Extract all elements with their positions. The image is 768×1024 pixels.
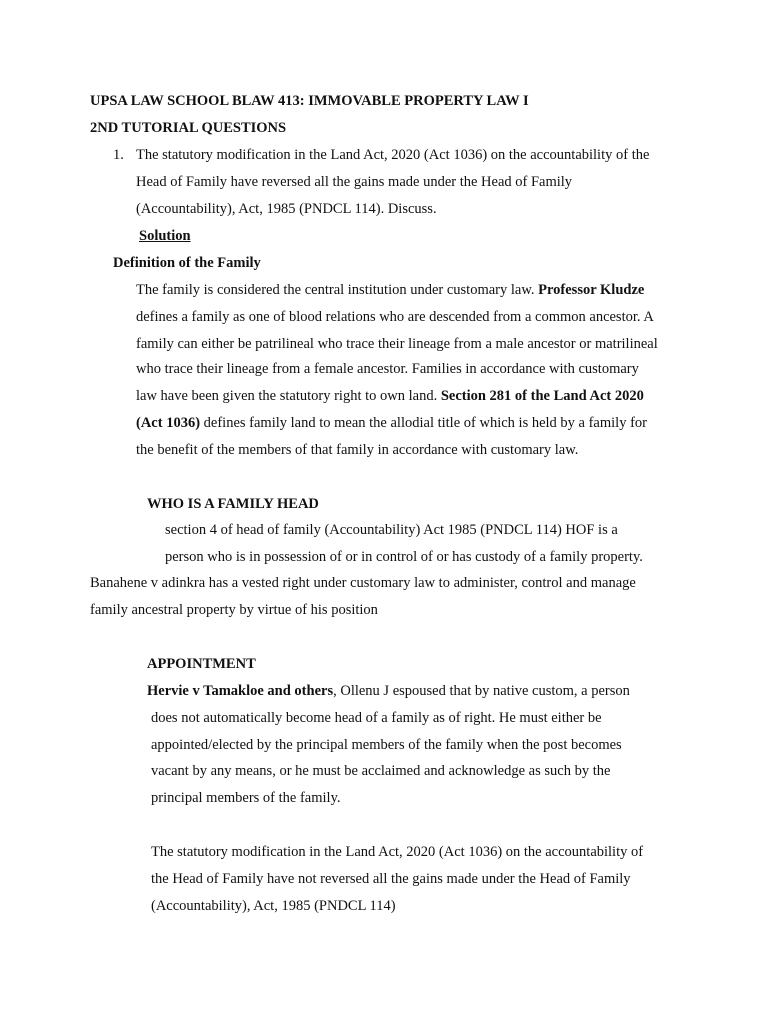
question-line-1: The statutory modification in the Land Act, 2020 (Act 1036) on the accountability of the <box>136 147 650 163</box>
definition-line-3: family can either be patrilineal who trace their lineage from a male ancestor or matrilineal <box>136 336 658 352</box>
definition-text: defines family land to mean the allodial title of which is held by a family for <box>200 415 647 431</box>
family-head-line-2: person who is in possession of or in control of or has custody of a family property. <box>165 549 643 565</box>
family-head-line-4: family ancestral property by virtue of his position <box>90 602 378 618</box>
question-line-2: Head of Family have reversed all the gains made under the Head of Family <box>136 174 573 190</box>
question-number: 1. <box>113 147 124 163</box>
definition-line-4: who trace their lineage from a female ancestor. Families in accordance with customary <box>136 361 639 377</box>
definition-statute: Section 281 of the Land Act 2020 <box>440 388 644 404</box>
appointment-case-name: Hervie v Tamakloe and others <box>147 683 334 699</box>
definition-line-6 <box>136 414 647 432</box>
solution-heading: Solution <box>139 228 191 244</box>
conclusion-line-3: (Accountability), Act, 1985 (PNDCL 114) <box>151 898 396 914</box>
definition-line-1 <box>136 281 644 299</box>
definition-line-7: the benefit of the members of that family in accordance with customary law. <box>136 442 579 458</box>
family-head-line-3: Banahene v adinkra has a vested right under customary law to administer, control and manage <box>90 575 636 591</box>
appointment-line-4: vacant by any means, or he must be acclaimed and acknowledge as such by the <box>151 763 611 779</box>
definition-text: The family is considered the central institution under customary law. <box>136 282 539 298</box>
definition-text: law have been given the statutory right to own land. <box>136 388 441 404</box>
appointment-line-5: principal members of the family. <box>151 790 341 806</box>
appointment-heading: APPOINTMENT <box>147 656 256 672</box>
family-head-line-1: section 4 of head of family (Accountability) Act 1985 (PNDCL 114) HOF is a <box>165 522 618 538</box>
appointment-text: , Ollenu J espoused that by native custom, a person <box>333 683 630 699</box>
definition-line-5 <box>136 387 644 405</box>
question-line-3: (Accountability), Act, 1985 (PNDCL 114). Discuss. <box>136 201 437 217</box>
definition-citation: Professor Kludze <box>538 282 645 298</box>
definition-statute: (Act 1036) <box>136 415 201 431</box>
appointment-line-3: appointed/elected by the principal members of the family when the post becomes <box>151 737 622 753</box>
document-title: UPSA LAW SCHOOL BLAW 413: IMMOVABLE PROPERTY LAW I <box>90 93 529 109</box>
appointment-line-1 <box>147 682 630 700</box>
appointment-line-2: does not automatically become head of a family as of right. He must either be <box>151 710 602 726</box>
conclusion-line-1: The statutory modification in the Land Act, 2020 (Act 1036) on the accountability of <box>151 844 644 860</box>
definition-heading: Definition of the Family <box>113 255 261 271</box>
document-subtitle: 2ND TUTORIAL QUESTIONS <box>90 120 287 136</box>
definition-line-2: defines a family as one of blood relations who are descended from a common ancestor. A <box>136 309 654 325</box>
conclusion-line-2: the Head of Family have not reversed all the gains made under the Head of Family <box>151 871 631 887</box>
family-head-heading: WHO IS A FAMILY HEAD <box>147 496 319 512</box>
